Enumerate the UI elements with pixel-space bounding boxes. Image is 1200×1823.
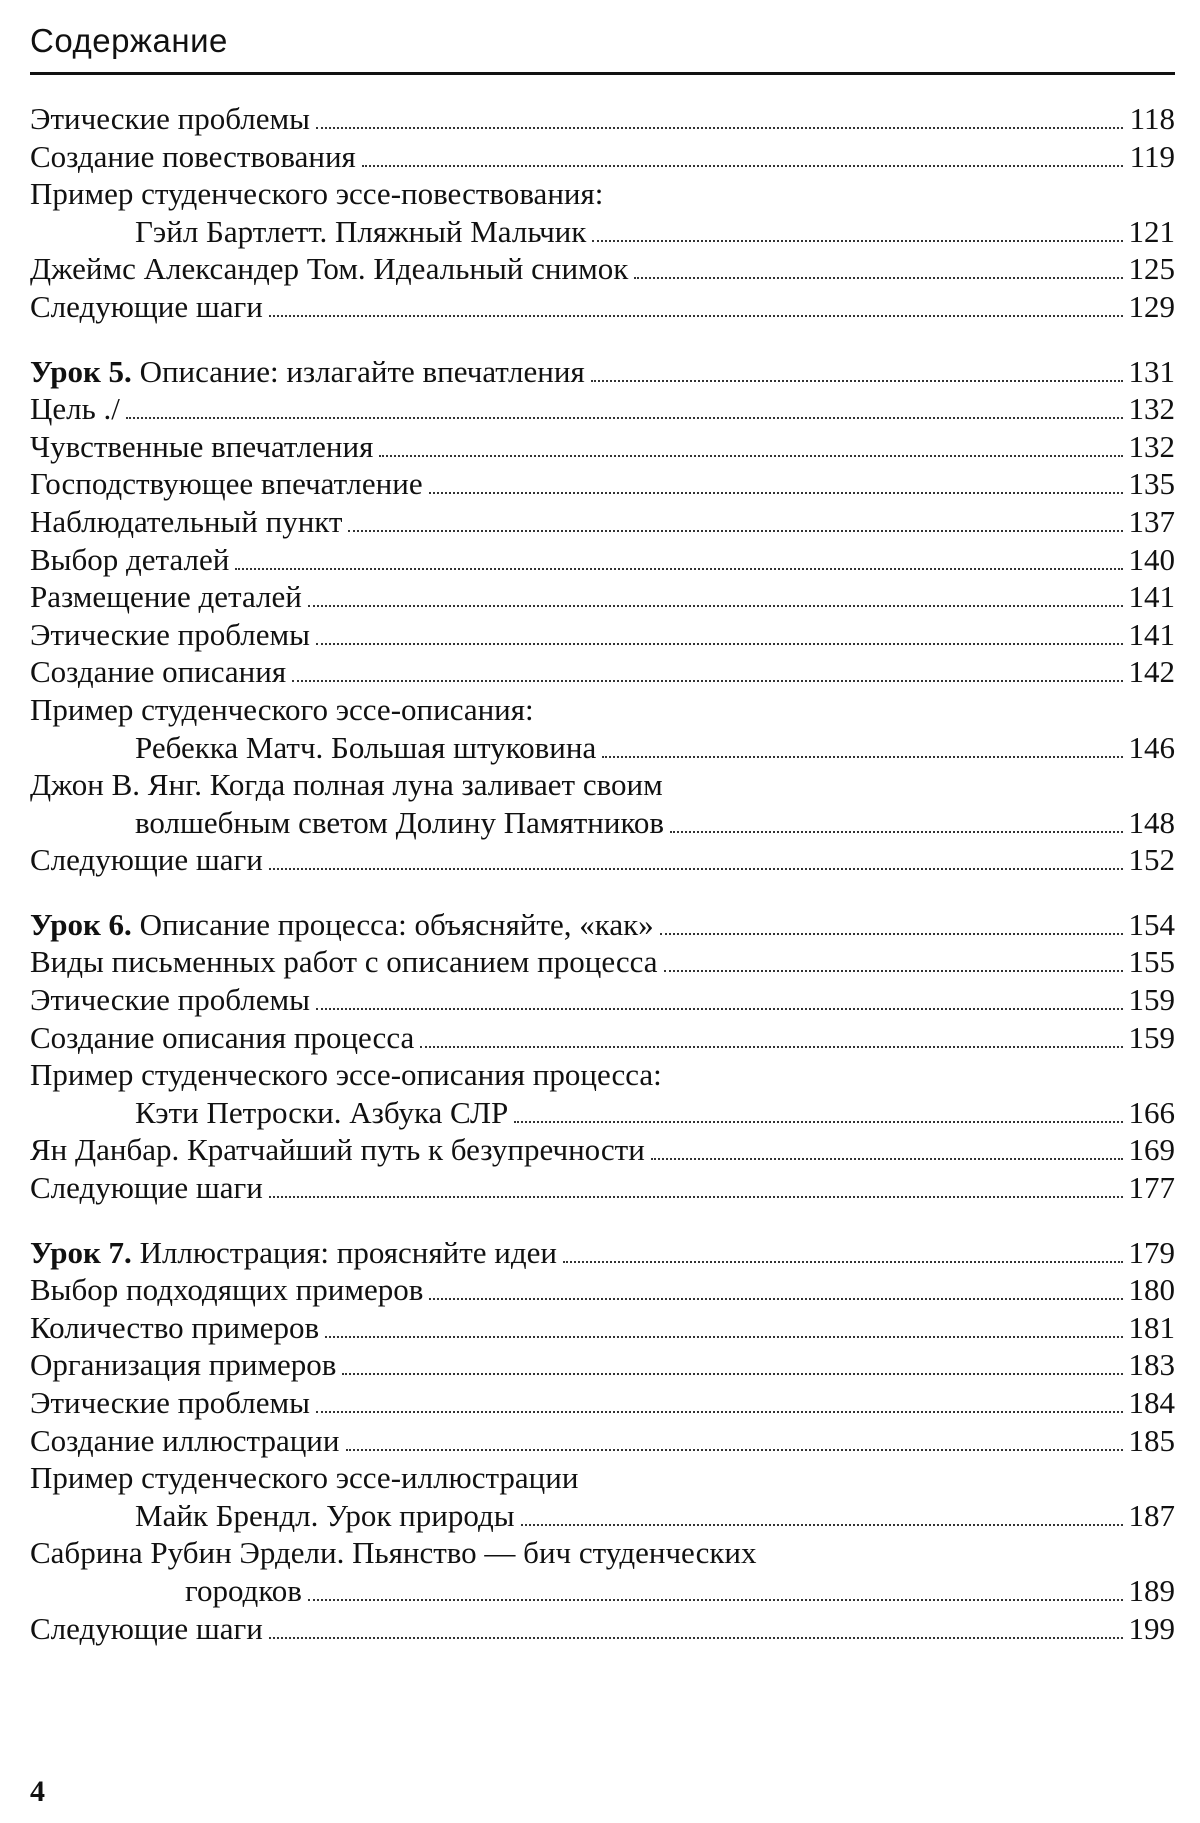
toc-entry-title (30, 906, 660, 944)
toc-entry (30, 1019, 1175, 1057)
toc-section (30, 1234, 1175, 1648)
dot-leader (651, 1158, 1123, 1160)
toc-entry-page: 146 (1128, 729, 1175, 765)
chapter-lead: Урок 6. (30, 906, 132, 942)
dot-leader (514, 1121, 1122, 1123)
toc-entry-page: 119 (1129, 138, 1175, 174)
dot-leader (342, 1373, 1122, 1375)
toc-entry-title: Ян Данбар. Кратчайший путь к безупречности (30, 1132, 645, 1168)
toc-entry-page: 148 (1128, 804, 1175, 840)
toc-chapter-heading (30, 353, 1175, 391)
toc-entry (30, 465, 1175, 503)
toc-entry-title: Пример студенческого эссе-описания процесса: (30, 1057, 662, 1093)
toc-entry-title: Создание описания процесса (30, 1019, 415, 1055)
toc-entry (30, 1572, 1175, 1610)
chapter-lead: Урок 7. (30, 1234, 132, 1270)
dot-leader (521, 1524, 1123, 1526)
toc-entry-title: Этические проблемы (30, 1385, 310, 1420)
toc-entry-page: 125 (1128, 251, 1175, 287)
toc-entry-title: Следующие шаги (30, 842, 263, 878)
toc-entry-continued (30, 175, 1175, 213)
toc-entry-page: 152 (1128, 842, 1175, 878)
toc-entry-page: 184 (1128, 1385, 1175, 1420)
toc-entry-title: Цель ./ (30, 391, 120, 427)
toc-entry-page: 169 (1128, 1132, 1175, 1168)
toc-entry-title: Господствующее впечатление (30, 466, 423, 502)
toc-entry (30, 841, 1175, 879)
toc-entry-page: 132 (1128, 391, 1175, 427)
toc-entry-page: 141 (1128, 616, 1175, 652)
page-number: 4 (30, 1775, 45, 1808)
dot-leader (348, 530, 1122, 532)
toc-entry-page: 118 (1129, 101, 1175, 136)
toc-entry-title: Следующие шаги (30, 288, 263, 324)
toc-entry (30, 100, 1175, 138)
dot-leader (664, 970, 1123, 972)
toc-entry (30, 943, 1175, 981)
toc-entry-page: 129 (1128, 288, 1175, 324)
toc-entry (30, 578, 1175, 616)
toc-entry-page: 180 (1128, 1272, 1175, 1308)
toc-entry-title: Размещение деталей (30, 579, 302, 615)
toc-entry (30, 541, 1175, 579)
toc-entry (30, 1131, 1175, 1169)
toc-entry (30, 288, 1175, 326)
toc-entry-title: Пример студенческого эссе-описания: (30, 691, 534, 727)
toc-entry-continued (30, 1459, 1175, 1497)
toc-entry-page: 177 (1128, 1170, 1175, 1206)
dot-leader (420, 1046, 1122, 1048)
toc-entry-title: Пример студенческого эссе-повествования: (30, 176, 604, 212)
toc-entry (30, 1094, 1175, 1132)
toc-entry-title: Джеймс Александер Том. Идеальный снимок (30, 251, 629, 287)
header-rule (30, 72, 1175, 75)
toc-entry (30, 1309, 1175, 1347)
toc-entry-page: 183 (1128, 1347, 1175, 1383)
toc-entry (30, 729, 1175, 767)
toc-entry-title: Виды письменных работ с описанием процесса (30, 944, 658, 980)
toc-entry (30, 213, 1175, 251)
toc-entry (30, 1384, 1175, 1422)
table-of-contents (30, 100, 1175, 1674)
toc-section (30, 100, 1175, 326)
toc-entry-title: Майк Брендл. Урок природы (135, 1497, 515, 1533)
toc-entry (30, 250, 1175, 288)
dot-leader (429, 1298, 1122, 1300)
dot-leader (316, 643, 1123, 645)
toc-entry-title: Сабрина Рубин Эрдели. Пьянство — бич студенческих (30, 1535, 757, 1571)
toc-entry-page: 121 (1128, 213, 1175, 249)
toc-entry-title: Следующие шаги (30, 1170, 263, 1206)
toc-entry (30, 981, 1175, 1019)
toc-entry-page: 199 (1128, 1610, 1175, 1646)
toc-entry-title: Создание иллюстрации (30, 1422, 340, 1458)
toc-entry (30, 1422, 1175, 1460)
toc-entry-title: Пример студенческого эссе-иллюстрации (30, 1460, 579, 1496)
toc-entry-title: Этические проблемы (30, 101, 310, 136)
toc-entry-title: Этические проблемы (30, 982, 310, 1018)
toc-entry-title: городков (185, 1572, 302, 1608)
toc-entry-page: 141 (1128, 579, 1175, 615)
dot-leader (308, 1599, 1123, 1601)
toc-entry-title: Выбор деталей (30, 541, 230, 577)
toc-entry-page: 181 (1128, 1309, 1175, 1345)
toc-entry-page: 189 (1128, 1572, 1175, 1608)
dot-leader (634, 277, 1122, 279)
toc-entry-title: Следующие шаги (30, 1610, 263, 1646)
dot-leader (316, 127, 1123, 129)
chapter-title: Описание процесса: объясняйте, «как» (139, 906, 654, 942)
toc-entry-page: 166 (1128, 1094, 1175, 1130)
toc-entry-title: Создание повествования (30, 138, 356, 174)
toc-entry (30, 138, 1175, 176)
toc-entry-title: Создание описания (30, 654, 287, 690)
dot-leader (269, 868, 1123, 870)
toc-entry-page: 142 (1128, 654, 1175, 690)
dot-leader (316, 1411, 1123, 1413)
toc-entry-page: 185 (1128, 1422, 1175, 1458)
toc-entry-page: 159 (1128, 982, 1175, 1018)
dot-leader (308, 605, 1123, 607)
toc-chapter-heading (30, 1234, 1175, 1272)
toc-entry-page: 131 (1128, 353, 1175, 389)
dot-leader (269, 1196, 1123, 1198)
dot-leader (362, 165, 1123, 167)
toc-entry (30, 1271, 1175, 1309)
chapter-lead: Урок 5. (30, 353, 132, 389)
toc-entry (30, 428, 1175, 466)
toc-chapter-heading (30, 906, 1175, 944)
document-page (30, 0, 1175, 1823)
toc-entry-title: Этические проблемы (30, 616, 310, 652)
toc-entry-continued (30, 691, 1175, 729)
toc-entry-title: Выбор подходящих примеров (30, 1272, 424, 1308)
dot-leader (592, 240, 1122, 242)
dot-leader (269, 315, 1123, 317)
toc-entry-page: 132 (1128, 428, 1175, 464)
toc-entry-page: 155 (1128, 944, 1175, 980)
toc-entry (30, 804, 1175, 842)
dot-leader (235, 568, 1122, 570)
toc-entry-title: Гэйл Бартлетт. Пляжный Мальчик (135, 213, 587, 249)
toc-entry (30, 1169, 1175, 1207)
dot-leader (660, 933, 1123, 935)
toc-entry-page: 179 (1128, 1234, 1175, 1270)
toc-entry-title: Количество примеров (30, 1309, 320, 1345)
toc-entry-title: Наблюдательный пункт (30, 503, 343, 539)
dot-leader (292, 680, 1122, 682)
toc-entry (30, 1346, 1175, 1384)
toc-entry-continued (30, 1534, 1175, 1572)
running-head: Содержание (30, 22, 228, 59)
toc-entry (30, 390, 1175, 428)
toc-entry-title: Кэти Петроски. Азбука СЛР (135, 1094, 509, 1130)
toc-section (30, 353, 1175, 879)
toc-entry-page: 187 (1128, 1497, 1175, 1533)
toc-entry (30, 1610, 1175, 1648)
toc-entry-page: 154 (1128, 906, 1175, 942)
toc-entry-continued (30, 766, 1175, 804)
toc-entry (30, 616, 1175, 654)
dot-leader (346, 1449, 1123, 1451)
toc-entry (30, 503, 1175, 541)
toc-entry-page: 140 (1128, 541, 1175, 577)
dot-leader (670, 831, 1122, 833)
toc-entry-title: волшебным светом Долину Памятников (135, 804, 665, 840)
toc-entry-page: 135 (1128, 466, 1175, 502)
dot-leader (126, 417, 1123, 419)
dot-leader (379, 455, 1122, 457)
dot-leader (563, 1261, 1122, 1263)
dot-leader (325, 1336, 1122, 1338)
toc-entry-page: 137 (1128, 503, 1175, 539)
toc-entry-title: Ребекка Матч. Большая штуковина (135, 729, 597, 765)
toc-entry-title (30, 353, 591, 391)
toc-entry (30, 653, 1175, 691)
toc-entry-page: 159 (1128, 1019, 1175, 1055)
toc-entry (30, 1497, 1175, 1535)
dot-leader (591, 380, 1123, 382)
chapter-title: Описание: излагайте впечатления (139, 353, 585, 389)
chapter-title: Иллюстрация: проясняйте идеи (139, 1234, 558, 1270)
toc-entry-title (30, 1234, 563, 1272)
dot-leader (316, 1008, 1123, 1010)
toc-entry-continued (30, 1056, 1175, 1094)
dot-leader (269, 1637, 1123, 1639)
dot-leader (429, 492, 1123, 494)
toc-entry-title: Чувственные впечатления (30, 428, 374, 464)
toc-section (30, 906, 1175, 1207)
toc-entry-title: Организация примеров (30, 1347, 337, 1383)
toc-entry-title: Джон В. Янг. Когда полная луна заливает своим (30, 767, 663, 803)
dot-leader (602, 756, 1122, 758)
